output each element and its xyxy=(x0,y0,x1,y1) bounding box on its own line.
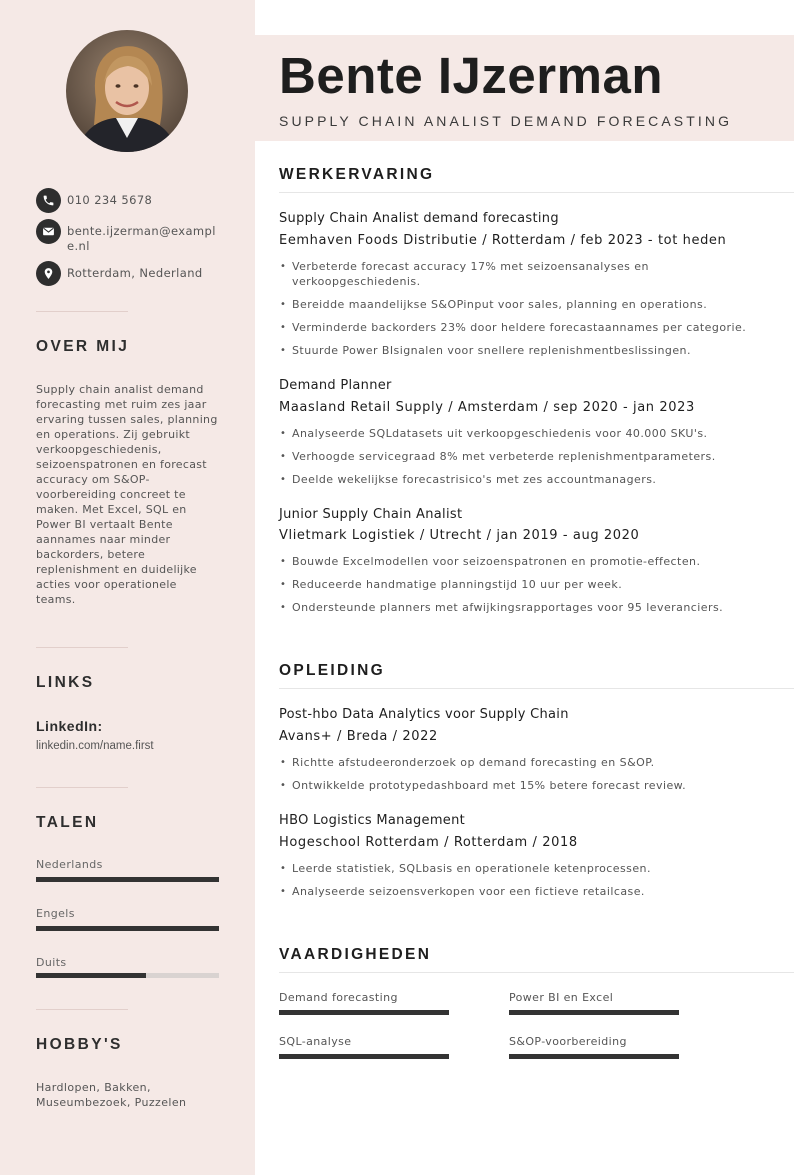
job-org: Maasland Retail Supply / Amsterdam / sep 2020 - jan 2023 xyxy=(279,400,695,415)
education-bullets xyxy=(279,755,769,801)
languages-title: TALEN xyxy=(36,814,99,831)
skill-name: Power BI en Excel xyxy=(509,991,614,1004)
language-bar-fill xyxy=(36,973,146,978)
job-bullets xyxy=(279,554,769,623)
language-bar xyxy=(36,973,219,978)
contact-phone xyxy=(36,188,226,213)
bullet-item: • Bereidde maandelijkse S&OPinput voor sales, planning en operations. xyxy=(279,297,769,312)
bullet-item: • Ondersteunde planners met afwijkingsrapportages voor 95 leveranciers. xyxy=(279,600,769,615)
links-title: LINKS xyxy=(36,674,95,691)
about-title: OVER MIJ xyxy=(36,338,130,355)
about-text: Supply chain analist demand forecasting met ruim zes jaar ervaring tussen sales, planning en operations. Zij gebruikt verkoopgeschiedenis, seizoenspatronen en forecast accuracy om S&OP-voorbereiding concreet te maken. Met Excel, SQL en Power BI vertaalt Bente aannames naar minder backorders, betere replenishment en duidelijke acties voor operationele teams. xyxy=(36,383,218,606)
phone-icon xyxy=(36,188,61,213)
phone-text: 010 234 5678 xyxy=(67,193,153,207)
language-bar-fill xyxy=(36,877,219,882)
bullet-item: • Analyseerde SQLdatasets uit verkoopgeschiedenis voor 40.000 SKU's. xyxy=(279,426,769,441)
skill-bar xyxy=(509,1054,679,1059)
school-info: Hogeschool Rotterdam / Rotterdam / 2018 xyxy=(279,835,578,850)
mail-icon xyxy=(36,219,61,244)
degree-name: HBO Logistics Management xyxy=(279,813,466,828)
section-rule xyxy=(279,192,794,193)
bullet-item: • Deelde wekelijkse forecastrisico's met zes accountmanagers. xyxy=(279,472,769,487)
job-role: Demand Planner xyxy=(279,378,392,393)
sidebar-divider xyxy=(36,647,128,648)
profile-photo xyxy=(66,30,188,152)
skill-name: SQL-analyse xyxy=(279,1035,352,1048)
location-text: Rotterdam, Nederland xyxy=(67,266,203,280)
language-bar-fill xyxy=(36,926,219,931)
bullet-item: • Richtte afstudeeronderzoek op demand forecasting en S&OP. xyxy=(279,755,769,770)
email-text[interactable]: bente.ijzerman@example.nl xyxy=(67,224,216,253)
skill-item xyxy=(279,991,449,1015)
skills-title: VAARDIGHEDEN xyxy=(279,946,432,963)
sidebar-divider xyxy=(36,1009,128,1010)
language-name: Nederlands xyxy=(36,858,103,871)
education-title: OPLEIDING xyxy=(279,662,385,679)
hobbies-title: HOBBY'S xyxy=(36,1036,123,1053)
bullet-item: • Stuurde Power BIsignalen voor snellere replenishmentbeslissingen. xyxy=(279,343,769,358)
bullet-item: • Ontwikkelde prototypedashboard met 15% betere forecast review. xyxy=(279,778,769,793)
job-role: Junior Supply Chain Analist xyxy=(279,507,463,522)
location-pin-icon xyxy=(36,261,61,286)
job-bullets xyxy=(279,426,769,495)
degree-name: Post-hbo Data Analytics voor Supply Chain xyxy=(279,707,569,722)
job-org: Eemhaven Foods Distributie / Rotterdam / feb 2023 - tot heden xyxy=(279,233,727,248)
skill-bar xyxy=(279,1010,449,1015)
education-bullets xyxy=(279,861,769,907)
skill-item xyxy=(509,991,679,1015)
linkedin-label: LinkedIn: xyxy=(36,718,103,734)
section-rule xyxy=(279,688,794,689)
hobbies-text: Hardlopen, Bakken, Museumbezoek, Puzzelen xyxy=(36,1081,187,1109)
contact-email xyxy=(36,219,226,254)
bullet-item: • Verhoogde servicegraad 8% met verbeterde replenishmentparameters. xyxy=(279,449,769,464)
language-bar xyxy=(36,926,219,931)
skill-name: S&OP-voorbereiding xyxy=(509,1035,627,1048)
language-bar xyxy=(36,877,219,882)
language-name: Duits xyxy=(36,956,67,969)
linkedin-link[interactable]: linkedin.com/name.first xyxy=(36,740,154,752)
bullet-item: • Reduceerde handmatige planningstijd 10 uur per week. xyxy=(279,577,769,592)
person-name: Bente IJzerman xyxy=(279,47,663,104)
bullet-item: • Verminderde backorders 23% door heldere forecastaannames per categorie. xyxy=(279,320,769,335)
bullet-item: • Verbeterde forecast accuracy 17% met seizoensanalyses en verkoopgeschiedenis. xyxy=(279,259,769,289)
bullet-item: • Bouwde Excelmodellen voor seizoenspatronen en promotie-effecten. xyxy=(279,554,769,569)
skill-bar xyxy=(509,1010,679,1015)
bullet-item: • Leerde statistiek, SQLbasis en operationele ketenprocessen. xyxy=(279,861,769,876)
language-name: Engels xyxy=(36,907,75,920)
job-role: Supply Chain Analist demand forecasting xyxy=(279,211,559,226)
section-rule xyxy=(279,972,794,973)
skill-bar xyxy=(279,1054,449,1059)
sidebar-divider xyxy=(36,311,128,312)
contact-location xyxy=(36,261,226,286)
experience-title: WERKERVARING xyxy=(279,166,435,183)
job-bullets xyxy=(279,259,769,366)
school-info: Avans+ / Breda / 2022 xyxy=(279,729,438,744)
job-org: Vlietmark Logistiek / Utrecht / jan 2019 - aug 2020 xyxy=(279,528,640,543)
sidebar-divider xyxy=(36,787,128,788)
skill-item xyxy=(279,1035,449,1059)
bullet-item: • Analyseerde seizoensverkopen voor een fictieve retailcase. xyxy=(279,884,769,899)
job-title: SUPPLY CHAIN ANALIST DEMAND FORECASTING xyxy=(279,113,733,129)
skill-item xyxy=(509,1035,679,1059)
skill-name: Demand forecasting xyxy=(279,991,398,1004)
